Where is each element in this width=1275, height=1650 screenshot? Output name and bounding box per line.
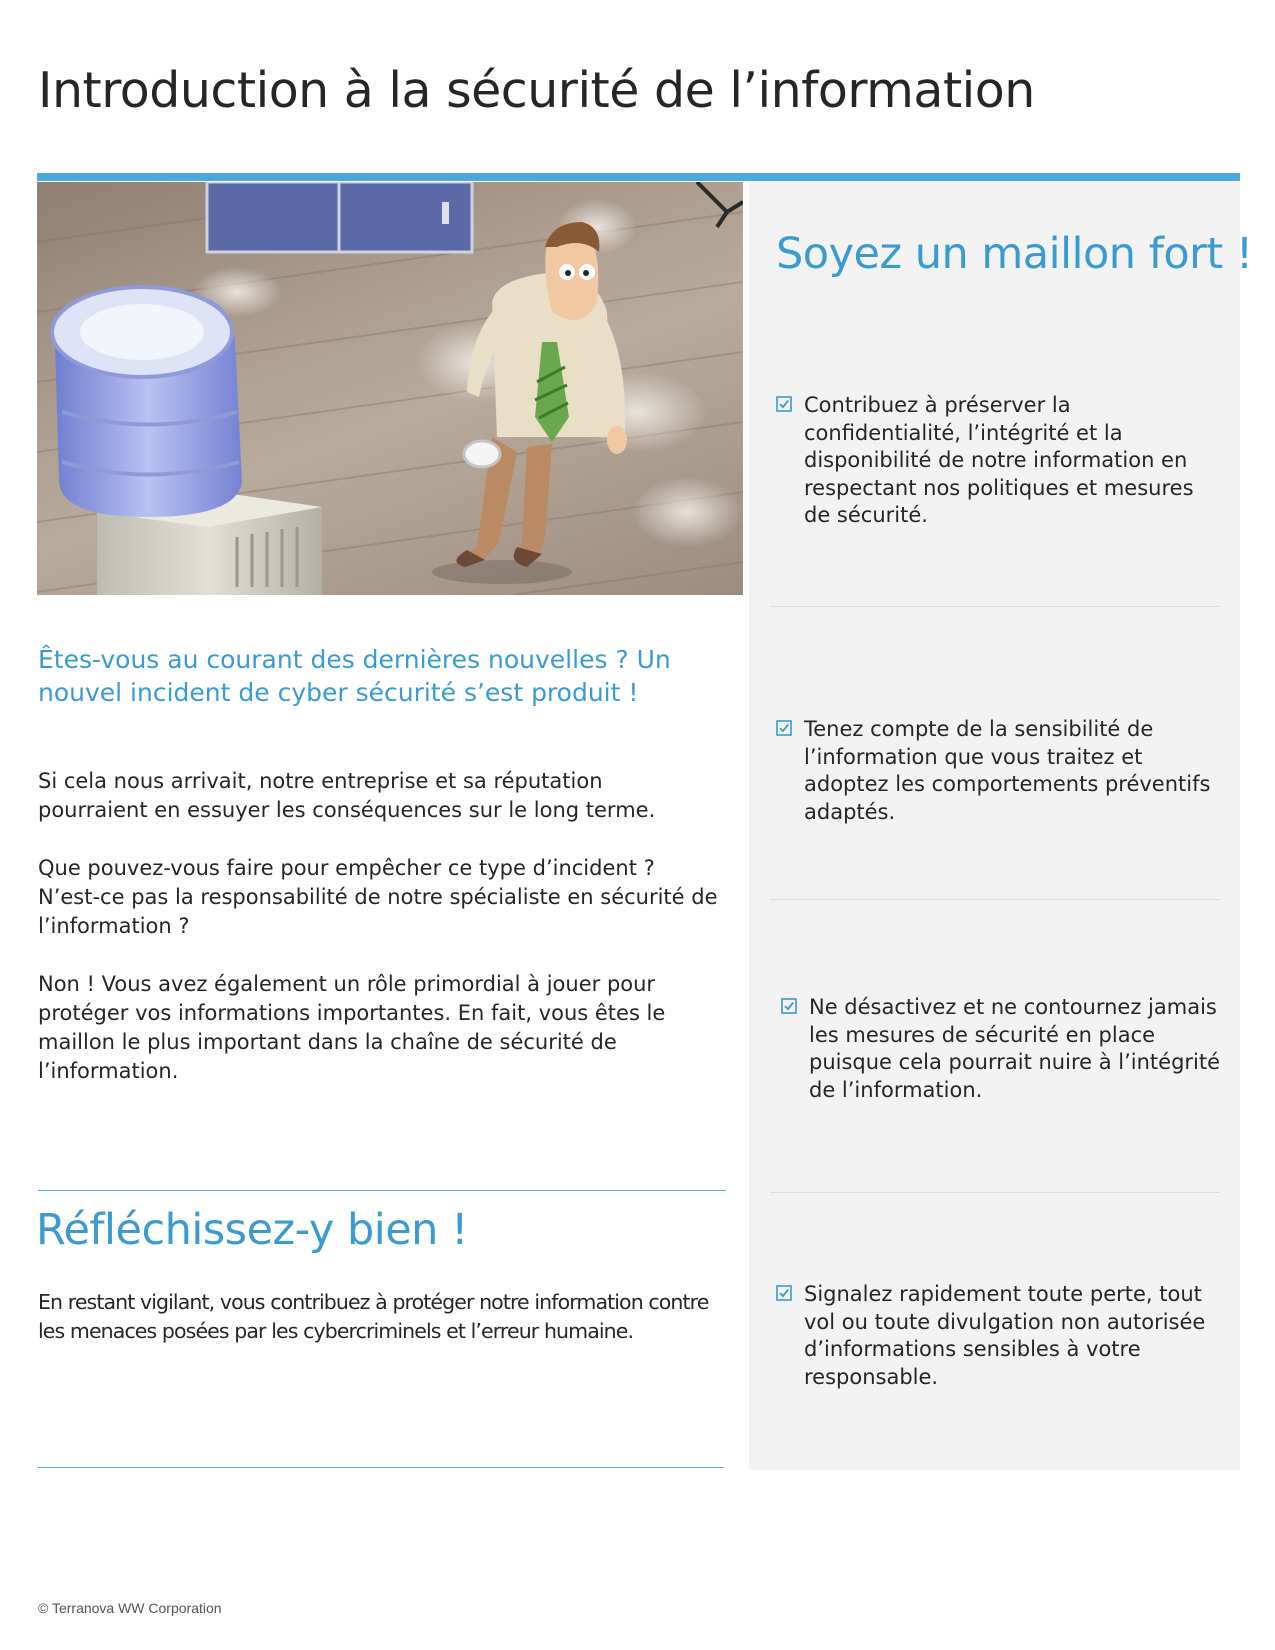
checked-box-icon — [781, 998, 797, 1014]
tip-text: Ne désactivez et ne contournez jamais les mesures de sécurité en place puisque cela pourrait nuire à l’intégrité de l’information. — [809, 995, 1221, 1102]
panel-heading: Soyez un maillon fort ! — [776, 229, 1253, 279]
tip-text: Signalez rapidement toute perte, tout vol ou toute divulgation non autorisée d’informations sensibles à votre responsable. — [804, 1282, 1206, 1389]
hero-illustration — [37, 182, 743, 595]
reflect-text: En restant vigilant, vous contribuez à protéger notre information contre les menaces posées par les cybercriminels et l’erreur humaine. — [38, 1290, 709, 1343]
tip-text: Tenez compte de la sensibilité de l’information que vous traitez et adoptez les comportements préventifs adaptés. — [804, 717, 1211, 824]
section-divider — [38, 1467, 724, 1468]
tip-item — [776, 392, 1226, 530]
header-rule — [37, 173, 1240, 181]
copyright: © Terranova WW Corporation — [38, 1600, 222, 1616]
intro-paragraph: Non ! Vous avez également un rôle primordial à jouer pour protéger vos informations importantes. En fait, vous êtes le maillon le plus important dans la chaîne de sécurité de l’information. — [38, 972, 666, 1083]
tip-item — [776, 1281, 1226, 1391]
intro-paragraph: Que pouvez-vous faire pour empêcher ce type d’incident ? N’est-ce pas la responsabilité de notre spécialiste en sécurité de l’information ? — [38, 856, 718, 938]
panel-divider — [770, 606, 1220, 607]
page-title: Introduction à la sécurité de l’information — [38, 62, 1035, 119]
intro-paragraph: Si cela nous arrivait, notre entreprise et sa réputation pourraient en essuyer les conséquences sur le long terme. — [38, 769, 656, 822]
tip-text: Contribuez à préserver la confidentialité, l’intégrité et la disponibilité de notre information en respectant nos politiques et mesures de sécurité. — [804, 393, 1194, 527]
tips-panel — [749, 182, 1253, 1470]
tip-item — [776, 716, 1226, 826]
reflect-heading: Réfléchissez-y bien ! — [36, 1205, 468, 1255]
checked-box-icon — [776, 396, 792, 412]
panel-divider — [770, 1192, 1220, 1193]
checked-box-icon — [776, 1285, 792, 1301]
tip-item — [781, 994, 1231, 1104]
panel-divider — [770, 899, 1220, 900]
section-divider — [38, 1190, 726, 1191]
checked-box-icon — [776, 720, 792, 736]
intro-heading: Êtes-vous au courant des dernières nouvelles ? Un nouvel incident de cyber sécurité s’est produit ! — [38, 645, 671, 707]
